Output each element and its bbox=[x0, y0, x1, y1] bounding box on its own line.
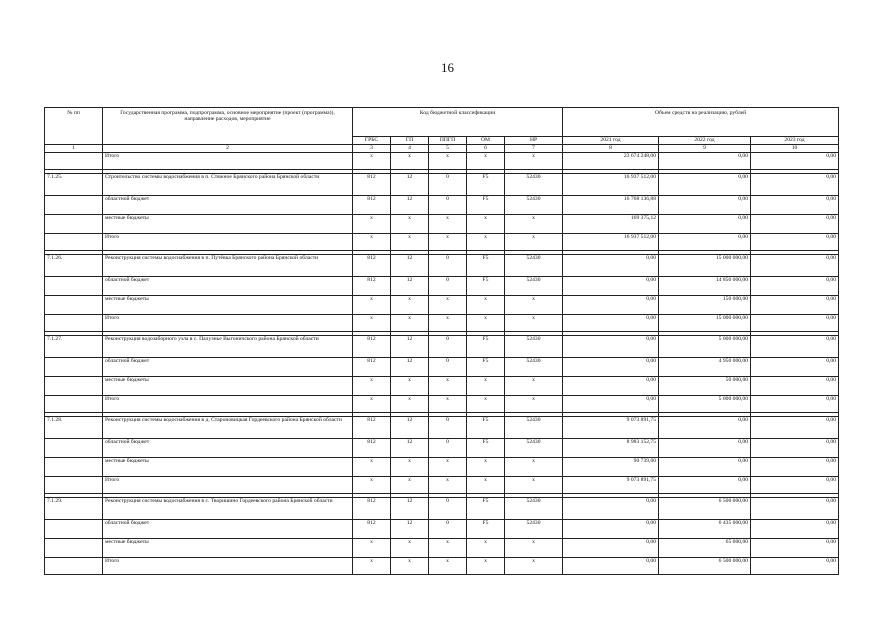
row-number bbox=[45, 277, 103, 296]
row-gp: х bbox=[391, 477, 429, 494]
row-gp: х bbox=[391, 458, 429, 477]
row-nr: 52430 bbox=[505, 255, 563, 277]
row-number bbox=[45, 439, 103, 458]
row-ppgp: х bbox=[429, 315, 467, 332]
row-amount-2023: 0,00 bbox=[751, 234, 839, 251]
row-amount-2021: 0,00 bbox=[563, 315, 659, 332]
row-ppgp: х bbox=[429, 558, 467, 575]
row-nr: 52430 bbox=[505, 277, 563, 296]
row-om: х bbox=[467, 234, 505, 251]
row-om: F5 bbox=[467, 174, 505, 196]
row-amount-2023: 0,00 bbox=[751, 539, 839, 558]
row-nr: 52430 bbox=[505, 174, 563, 196]
row-amount-2021: 9 073 891,75 bbox=[563, 477, 659, 494]
row-number bbox=[45, 558, 103, 575]
row-ppgp: 0 bbox=[429, 174, 467, 196]
row-ppgp: х bbox=[429, 153, 467, 170]
row-amount-2022: 6 435 000,00 bbox=[659, 520, 751, 539]
row-om: F5 bbox=[467, 277, 505, 296]
row-number bbox=[45, 358, 103, 377]
row-name: областной бюджет bbox=[103, 277, 353, 296]
row-ppgp: х bbox=[429, 296, 467, 315]
table-header bbox=[45, 108, 839, 153]
row-grbs: х bbox=[353, 315, 391, 332]
header-year-2022: 2022 год bbox=[659, 137, 751, 145]
row-amount-2022: 0,00 bbox=[659, 196, 751, 215]
row-amount-2022: 14 850 000,00 bbox=[659, 277, 751, 296]
row-grbs: х bbox=[353, 377, 391, 396]
row-gp: х bbox=[391, 234, 429, 251]
table-body bbox=[45, 153, 839, 575]
row-amount-2021: 16 937 512,00 bbox=[563, 174, 659, 196]
row-gp: 12 bbox=[391, 439, 429, 458]
header-num: № пп bbox=[45, 108, 103, 145]
row-amount-2023: 0,00 bbox=[751, 315, 839, 332]
row-name: Итого bbox=[103, 153, 353, 170]
row-number: 7.1.26. bbox=[45, 255, 103, 277]
row-gp: х bbox=[391, 315, 429, 332]
table-row bbox=[45, 234, 839, 251]
row-grbs: х bbox=[353, 396, 391, 413]
row-ppgp: 0 bbox=[429, 196, 467, 215]
table-row bbox=[45, 477, 839, 494]
row-ppgp: 0 bbox=[429, 358, 467, 377]
row-amount-2022: 5 000 000,00 bbox=[659, 336, 751, 358]
row-nr: х bbox=[505, 377, 563, 396]
row-name: Строительство системы водоснабжения в п. Стяжное Брянского района Брянской области bbox=[103, 174, 353, 196]
row-amount-2023: 0,00 bbox=[751, 417, 839, 439]
row-number bbox=[45, 520, 103, 539]
col-number: 3 bbox=[353, 145, 391, 153]
table-row bbox=[45, 558, 839, 575]
row-name: местные бюджеты bbox=[103, 539, 353, 558]
row-number bbox=[45, 296, 103, 315]
row-nr: х bbox=[505, 153, 563, 170]
row-name: Итого bbox=[103, 396, 353, 413]
row-gp: х bbox=[391, 296, 429, 315]
row-ppgp: х bbox=[429, 396, 467, 413]
row-amount-2022: 65 000,00 bbox=[659, 539, 751, 558]
row-amount-2022: 0,00 bbox=[659, 417, 751, 439]
row-ppgp: х bbox=[429, 377, 467, 396]
row-name: местные бюджеты bbox=[103, 377, 353, 396]
col-number: 4 bbox=[391, 145, 429, 153]
row-grbs: х bbox=[353, 458, 391, 477]
row-grbs: 812 bbox=[353, 255, 391, 277]
row-ppgp: х bbox=[429, 234, 467, 251]
row-gp: х bbox=[391, 215, 429, 234]
row-grbs: х bbox=[353, 477, 391, 494]
row-amount-2021: 0,00 bbox=[563, 255, 659, 277]
row-grbs: 812 bbox=[353, 358, 391, 377]
row-om: х bbox=[467, 296, 505, 315]
row-nr: х bbox=[505, 315, 563, 332]
row-amount-2021: 0,00 bbox=[563, 498, 659, 520]
col-number: 2 bbox=[103, 145, 353, 153]
row-number bbox=[45, 477, 103, 494]
header-funds: Объем средств на реализацию, рублей bbox=[563, 108, 839, 137]
row-amount-2021: 0,00 bbox=[563, 558, 659, 575]
col-number: 8 bbox=[563, 145, 659, 153]
row-amount-2021: 0,00 bbox=[563, 377, 659, 396]
row-amount-2021: 0,00 bbox=[563, 358, 659, 377]
col-number: 9 bbox=[659, 145, 751, 153]
row-nr: х bbox=[505, 396, 563, 413]
row-number bbox=[45, 196, 103, 215]
row-gp: х bbox=[391, 396, 429, 413]
col-number: 6 bbox=[467, 145, 505, 153]
row-name: Итого bbox=[103, 234, 353, 251]
row-amount-2023: 0,00 bbox=[751, 458, 839, 477]
col-number: 5 bbox=[429, 145, 467, 153]
row-name: Итого bbox=[103, 315, 353, 332]
row-nr: х bbox=[505, 539, 563, 558]
row-amount-2022: 5 000 000,00 bbox=[659, 396, 751, 413]
row-amount-2021: 0,00 bbox=[563, 277, 659, 296]
table-row bbox=[45, 417, 839, 439]
row-om: F5 bbox=[467, 439, 505, 458]
table-row bbox=[45, 196, 839, 215]
row-number: 7.1.25. bbox=[45, 174, 103, 196]
table-row bbox=[45, 439, 839, 458]
row-number: 7.1.27. bbox=[45, 336, 103, 358]
row-amount-2023: 0,00 bbox=[751, 336, 839, 358]
row-gp: 12 bbox=[391, 255, 429, 277]
row-amount-2022: 15 000 000,00 bbox=[659, 315, 751, 332]
row-gp: 12 bbox=[391, 196, 429, 215]
table-row bbox=[45, 498, 839, 520]
row-ppgp: х bbox=[429, 458, 467, 477]
row-grbs: 812 bbox=[353, 520, 391, 539]
row-om: F5 bbox=[467, 498, 505, 520]
row-amount-2023: 0,00 bbox=[751, 396, 839, 413]
table-row bbox=[45, 539, 839, 558]
table-row bbox=[45, 277, 839, 296]
row-amount-2023: 0,00 bbox=[751, 215, 839, 234]
row-name: Реконструкция системы водоснабжения в д. Староновицкая Гордеевского района Брянской области bbox=[103, 417, 353, 439]
row-amount-2023: 0,00 bbox=[751, 377, 839, 396]
row-gp: 12 bbox=[391, 336, 429, 358]
row-name: Реконструкция системы водоснабжения в с. Творишино Гордеевского района Брянской области bbox=[103, 498, 353, 520]
row-name: местные бюджеты bbox=[103, 215, 353, 234]
table-row bbox=[45, 174, 839, 196]
row-nr: х bbox=[505, 558, 563, 575]
row-nr: 52430 bbox=[505, 417, 563, 439]
row-nr: 52430 bbox=[505, 498, 563, 520]
row-name: местные бюджеты bbox=[103, 458, 353, 477]
row-grbs: 812 bbox=[353, 417, 391, 439]
row-nr: х bbox=[505, 296, 563, 315]
row-name: Реконструкция водозаборного узла в с. Палуэнье Выгоничского района Брянской области bbox=[103, 336, 353, 358]
row-om: х bbox=[467, 539, 505, 558]
header-kbk-grbs: ГРБС bbox=[353, 137, 391, 145]
row-name: Итого bbox=[103, 558, 353, 575]
row-om: х bbox=[467, 215, 505, 234]
row-grbs: х bbox=[353, 153, 391, 170]
row-om: х bbox=[467, 477, 505, 494]
row-number bbox=[45, 153, 103, 170]
row-om: х bbox=[467, 558, 505, 575]
header-year-2023: 2023 год bbox=[751, 137, 839, 145]
row-nr: х bbox=[505, 215, 563, 234]
row-ppgp: 0 bbox=[429, 520, 467, 539]
row-name: областной бюджет bbox=[103, 358, 353, 377]
row-ppgp: х bbox=[429, 215, 467, 234]
table-row bbox=[45, 296, 839, 315]
row-amount-2023: 0,00 bbox=[751, 477, 839, 494]
row-amount-2022: 0,00 bbox=[659, 477, 751, 494]
table-row bbox=[45, 255, 839, 277]
row-grbs: 812 bbox=[353, 439, 391, 458]
row-nr: 52430 bbox=[505, 336, 563, 358]
row-amount-2021: 0,00 bbox=[563, 336, 659, 358]
budget-table bbox=[44, 107, 839, 575]
row-number bbox=[45, 215, 103, 234]
row-om: F5 bbox=[467, 358, 505, 377]
row-gp: х bbox=[391, 153, 429, 170]
row-gp: 12 bbox=[391, 417, 429, 439]
row-nr: 52430 bbox=[505, 439, 563, 458]
row-number bbox=[45, 315, 103, 332]
table-row bbox=[45, 215, 839, 234]
row-nr: 52430 bbox=[505, 196, 563, 215]
row-amount-2023: 0,00 bbox=[751, 255, 839, 277]
row-name: областной бюджет bbox=[103, 196, 353, 215]
header-kbk: Код бюджетной классификации bbox=[353, 108, 563, 137]
row-om: х bbox=[467, 458, 505, 477]
row-om: х bbox=[467, 377, 505, 396]
row-grbs: 812 bbox=[353, 336, 391, 358]
row-ppgp: 0 bbox=[429, 498, 467, 520]
row-om: F5 bbox=[467, 520, 505, 539]
row-amount-2023: 0,00 bbox=[751, 277, 839, 296]
table-row bbox=[45, 396, 839, 413]
row-amount-2022: 6 500 000,00 bbox=[659, 498, 751, 520]
row-amount-2021: 90 739,00 bbox=[563, 458, 659, 477]
row-amount-2022: 0,00 bbox=[659, 174, 751, 196]
page-number: 16 bbox=[441, 60, 454, 75]
col-number: 10 bbox=[751, 145, 839, 153]
column-number-row bbox=[45, 145, 839, 153]
row-number bbox=[45, 377, 103, 396]
row-ppgp: 0 bbox=[429, 277, 467, 296]
row-amount-2022: 15 000 000,00 bbox=[659, 255, 751, 277]
row-amount-2021: 16 768 136,88 bbox=[563, 196, 659, 215]
row-amount-2023: 0,00 bbox=[751, 498, 839, 520]
header-year-2021: 2021 год bbox=[563, 137, 659, 145]
row-amount-2022: 0,00 bbox=[659, 215, 751, 234]
header-name: Государственная программа, подпрограмма, основное мероприятие (проект (программа)), направление расходов, мероприятие bbox=[103, 108, 353, 145]
row-amount-2021: 0,00 bbox=[563, 296, 659, 315]
row-ppgp: 0 bbox=[429, 439, 467, 458]
row-amount-2023: 0,00 bbox=[751, 439, 839, 458]
row-amount-2021: 0,00 bbox=[563, 539, 659, 558]
row-amount-2021: 0,00 bbox=[563, 520, 659, 539]
row-ppgp: 0 bbox=[429, 336, 467, 358]
row-om: х bbox=[467, 153, 505, 170]
row-amount-2021: 0,00 bbox=[563, 396, 659, 413]
row-grbs: х bbox=[353, 539, 391, 558]
row-nr: 52430 bbox=[505, 358, 563, 377]
row-name: Итого bbox=[103, 477, 353, 494]
row-gp: 12 bbox=[391, 174, 429, 196]
row-nr: х bbox=[505, 234, 563, 251]
row-grbs: 812 bbox=[353, 174, 391, 196]
row-name: областной бюджет bbox=[103, 439, 353, 458]
row-grbs: х bbox=[353, 234, 391, 251]
row-number bbox=[45, 458, 103, 477]
row-nr: х bbox=[505, 458, 563, 477]
row-grbs: 812 bbox=[353, 277, 391, 296]
row-ppgp: 0 bbox=[429, 255, 467, 277]
row-name: областной бюджет bbox=[103, 520, 353, 539]
table-row bbox=[45, 520, 839, 539]
row-amount-2022: 4 950 000,00 bbox=[659, 358, 751, 377]
row-amount-2022: 0,00 bbox=[659, 153, 751, 170]
row-amount-2023: 0,00 bbox=[751, 558, 839, 575]
row-name: местные бюджеты bbox=[103, 296, 353, 315]
row-grbs: х bbox=[353, 296, 391, 315]
header-kbk-om: ОМ bbox=[467, 137, 505, 145]
row-om: F5 bbox=[467, 255, 505, 277]
row-gp: 12 bbox=[391, 277, 429, 296]
row-gp: 12 bbox=[391, 520, 429, 539]
row-nr: 52430 bbox=[505, 520, 563, 539]
table-row bbox=[45, 358, 839, 377]
row-ppgp: х bbox=[429, 477, 467, 494]
row-number bbox=[45, 396, 103, 413]
row-number bbox=[45, 234, 103, 251]
row-amount-2023: 0,00 bbox=[751, 358, 839, 377]
col-number: 1 bbox=[45, 145, 103, 153]
row-amount-2022: 150 000,00 bbox=[659, 296, 751, 315]
row-amount-2021: 9 073 891,75 bbox=[563, 417, 659, 439]
row-amount-2023: 0,00 bbox=[751, 520, 839, 539]
table-row bbox=[45, 336, 839, 358]
row-gp: х bbox=[391, 377, 429, 396]
row-amount-2022: 0,00 bbox=[659, 439, 751, 458]
row-ppgp: х bbox=[429, 539, 467, 558]
row-grbs: 812 bbox=[353, 498, 391, 520]
header-kbk-gp: ГП bbox=[391, 137, 429, 145]
row-amount-2023: 0,00 bbox=[751, 196, 839, 215]
row-grbs: х bbox=[353, 558, 391, 575]
table-row bbox=[45, 377, 839, 396]
row-number: 7.1.29. bbox=[45, 498, 103, 520]
row-amount-2021: 23 674 248,00 bbox=[563, 153, 659, 170]
row-amount-2021: 169 375,12 bbox=[563, 215, 659, 234]
row-ppgp: 0 bbox=[429, 417, 467, 439]
row-om: х bbox=[467, 396, 505, 413]
table-row bbox=[45, 458, 839, 477]
row-gp: 12 bbox=[391, 358, 429, 377]
row-om: х bbox=[467, 315, 505, 332]
row-amount-2022: 50 000,00 bbox=[659, 377, 751, 396]
row-om: F5 bbox=[467, 417, 505, 439]
row-grbs: х bbox=[353, 215, 391, 234]
row-amount-2021: 16 937 512,00 bbox=[563, 234, 659, 251]
row-nr: х bbox=[505, 477, 563, 494]
header-kbk-nr: НР bbox=[505, 137, 563, 145]
row-grbs: 812 bbox=[353, 196, 391, 215]
row-om: F5 bbox=[467, 196, 505, 215]
row-name: Реконструкция системы водоснабжения в п. Путёвка Брянского района Брянской области bbox=[103, 255, 353, 277]
row-amount-2022: 0,00 bbox=[659, 234, 751, 251]
header-kbk-ppgp: ППГП bbox=[429, 137, 467, 145]
row-amount-2023: 0,00 bbox=[751, 174, 839, 196]
row-amount-2023: 0,00 bbox=[751, 153, 839, 170]
table-row bbox=[45, 153, 839, 170]
row-gp: х bbox=[391, 558, 429, 575]
row-number: 7.1.28. bbox=[45, 417, 103, 439]
col-number: 7 bbox=[505, 145, 563, 153]
row-amount-2023: 0,00 bbox=[751, 296, 839, 315]
row-gp: х bbox=[391, 539, 429, 558]
row-amount-2021: 8 983 152,75 bbox=[563, 439, 659, 458]
row-gp: 12 bbox=[391, 498, 429, 520]
row-amount-2022: 0,00 bbox=[659, 458, 751, 477]
table-row bbox=[45, 315, 839, 332]
row-amount-2022: 6 500 000,00 bbox=[659, 558, 751, 575]
row-number bbox=[45, 539, 103, 558]
row-om: F5 bbox=[467, 336, 505, 358]
